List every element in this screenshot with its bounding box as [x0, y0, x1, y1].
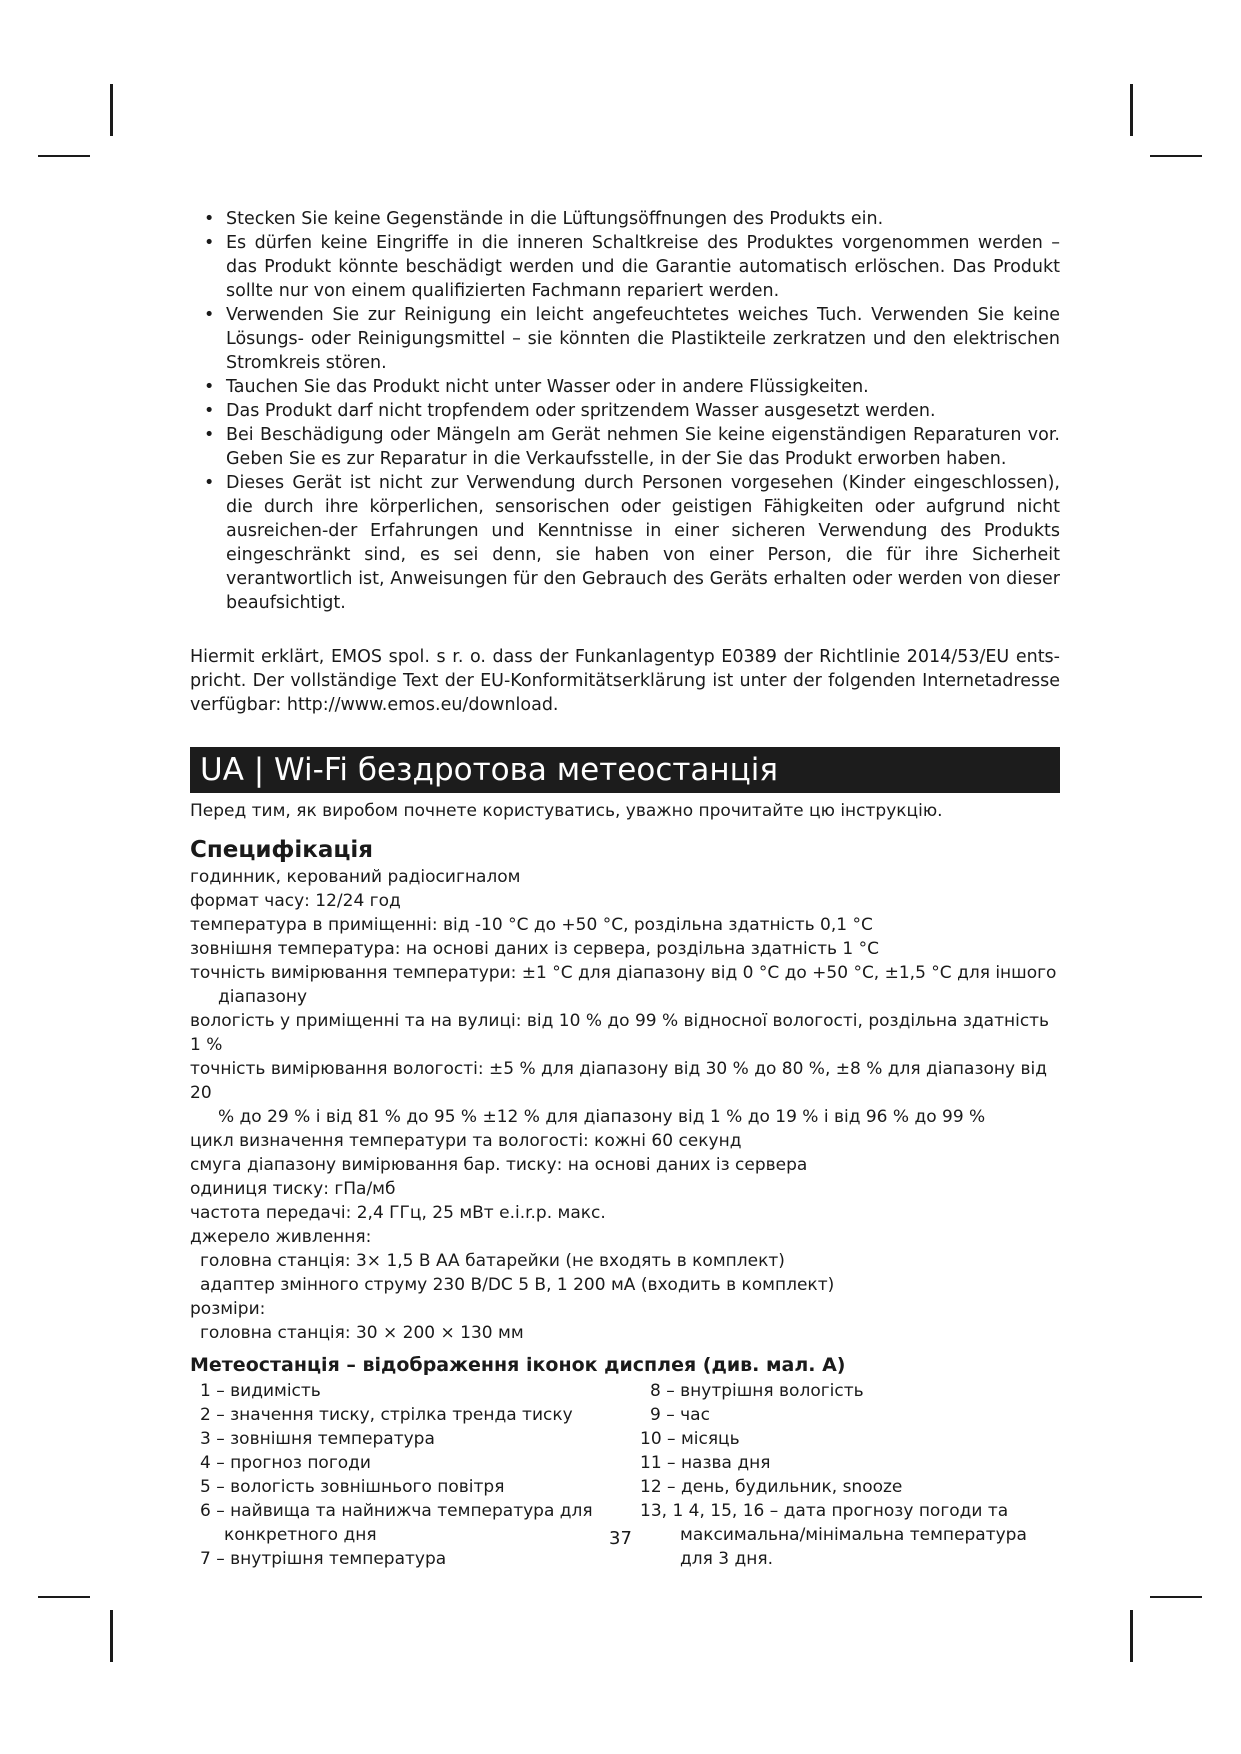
- icon-legend-item: [640, 1403, 1027, 1427]
- icon-legend-item: [640, 1451, 1027, 1475]
- icon-legend-item: [200, 1403, 640, 1427]
- icon-legend-text: 2 – значення тиску, стрілка тренда тиску: [200, 1405, 573, 1425]
- icon-legend-text: 7 – внутрішня температура: [200, 1549, 447, 1569]
- spec-line: цикл визначення температури та вологості: кожні 60 секунд: [190, 1131, 742, 1151]
- spec-line: розміри:: [190, 1299, 266, 1319]
- crop-mark: [110, 1610, 113, 1662]
- icon-legend-text: 1 – видимість: [200, 1381, 321, 1401]
- icon-legend-item: [200, 1547, 640, 1571]
- icon-legend-text: 6 – найвища та найнижча температура для: [200, 1501, 593, 1521]
- icon-legend-text: для 3 дня.: [680, 1549, 773, 1569]
- icon-legend-item: [200, 1475, 640, 1499]
- icon-legend-text: 9 – час: [650, 1405, 710, 1425]
- spec-line: одиниця тиску: гПа/мб: [190, 1179, 396, 1199]
- icon-legend-text: 12 – день, будильник, snooze: [640, 1477, 903, 1497]
- section-header-ua: UA | Wi-Fi бездротова метеостанція: [190, 747, 1060, 793]
- bullet-item: • Bei Beschädigung oder Mängeln am Gerät nehmen Sie keine eigenständigen Reparaturen vor. Geben Sie es zur Reparatur in die Verkaufsstelle, in der Sie das Produkt erworben haben.: [190, 423, 1060, 471]
- spec-line: зовнішня температура: на основі даних із сервера, роздільна здатність 1 °C: [190, 939, 880, 959]
- icon-legend-item: [200, 1379, 640, 1403]
- icon-legend-text: 5 – вологість зовнішнього повітря: [200, 1477, 505, 1497]
- intro-text: Перед тим, як виробом почнете користуватись, уважно прочитайте цю інструкцію.: [190, 801, 943, 821]
- spec-line: діапазону: [218, 987, 308, 1007]
- page-number: 37: [609, 1528, 632, 1549]
- crop-mark: [38, 155, 90, 157]
- bullet-item: • Stecken Sie keine Gegenstände in die Lüftungsöffnungen des Produkts ein.: [190, 207, 1060, 231]
- display-icons-title: Метеостанція – відображення іконок дисплея (див. мал. A): [190, 1354, 846, 1376]
- spec-line: формат часу: 12/24 год: [190, 891, 401, 911]
- spec-line: частота передачі: 2,4 ГГц, 25 мВт e.i.r.p. макс.: [190, 1203, 606, 1223]
- icon-legend-text: 8 – внутрішня вологість: [650, 1381, 864, 1401]
- bullet-item: • Verwenden Sie zur Reinigung ein leicht angefeuchtetes weiches Tuch. Verwenden Sie keine Lösungs- oder Reinigungsmittel – sie könnten die Plastikteile zerkratzen und den elektrischen Stromkreis stören.: [190, 303, 1060, 375]
- crop-mark: [1130, 1610, 1133, 1662]
- spec-line: адаптер змінного струму 230 В/DC 5 В, 1 200 мА (входить в комплект): [200, 1275, 835, 1295]
- icon-legend-text: 3 – зовнішня температура: [200, 1429, 435, 1449]
- bullet-item: • Dieses Gerät ist nicht zur Verwendung durch Personen vorgesehen (Kinder eingeschlossen), die durch ihre körperlichen, sensorischen oder geistigen Fähigkeiten oder aufgrund nicht ausreichen-der Erfahrungen und Kenntnisse in einer sicheren Verwendung des Produkts eingeschränkt sind, es sei denn, sie haben von einer Person, die für ihre Sicherheit verantwortlich ist, Anweisungen für den Gebrauch des Geräts erhalten oder werden von dieser beaufsichtigt.: [190, 471, 1060, 615]
- spec-title: Специфікація: [190, 837, 374, 863]
- icon-legend-item: [640, 1379, 1027, 1403]
- page-content: [190, 207, 1060, 1571]
- icon-legend-text: 10 – місяць: [640, 1429, 740, 1449]
- icon-legend-text: 11 – назва дня: [640, 1453, 771, 1473]
- spec-line: головна станція: 30 × 200 × 130 мм: [200, 1323, 524, 1343]
- crop-mark: [1150, 155, 1202, 157]
- crop-mark: [1150, 1596, 1202, 1598]
- spec-line: джерело живлення:: [190, 1227, 372, 1247]
- spec-line: смуга діапазону вимірювання бар. тиску: на основі даних із сервера: [190, 1155, 808, 1175]
- crop-mark: [38, 1596, 90, 1598]
- spec-line: головна станція: 3× 1,5 В AA батарейки (не входять в комплект): [200, 1251, 785, 1271]
- spec-list: [190, 865, 1060, 1345]
- crop-mark: [1130, 84, 1133, 136]
- bullet-item: • Es dürfen keine Eingriffe in die inneren Schaltkreise des Produktes vorgenommen werden – das Produkt könnte beschädigt werden und die Garantie automatisch erlöschen. Das Produkt sollte nur von einem qualifizierten Fachmann repariert werden.: [190, 231, 1060, 303]
- icon-legend-item: [640, 1475, 1027, 1499]
- bullet-item: • Tauchen Sie das Produkt nicht unter Wasser oder in andere Flüssigkeiten.: [190, 375, 1060, 399]
- icon-legend-text: 4 – прогноз погоди: [200, 1453, 371, 1473]
- conformity-declaration: Hiermit erklärt, EMOS spol. s r. o. dass der Funkanlagentyp E0389 der Richtlinie 2014/53/EU ents-pricht. Der vollständige Text der EU-Konformitätserklärung ist unter der folgenden Internetadresse verfügbar: http://www.emos.eu/download.: [190, 647, 1060, 715]
- bullet-item: • Das Produkt darf nicht tropfendem oder spritzendem Wasser ausgesetzt werden.: [190, 399, 1060, 423]
- safety-bullet-list: [190, 207, 1060, 615]
- spec-line: % до 29 % і від 81 % до 95 % ±12 % для діапазону від 1 % до 19 % і від 96 % до 99 %: [218, 1107, 986, 1127]
- spec-line: точність вимірювання вологості: ±5 % для діапазону від 30 % до 80 %, ±8 % для діапазону від 20: [190, 1059, 1047, 1103]
- icon-legend-item: [200, 1427, 640, 1451]
- spec-line: вологість у приміщенні та на вулиці: від 10 % до 99 % відносної вологості, роздільна здатність 1 %: [190, 1011, 1050, 1055]
- crop-mark: [110, 84, 113, 136]
- icon-legend-text: конкретного дня: [224, 1525, 377, 1545]
- icon-legend-item: [640, 1427, 1027, 1451]
- icon-legend-text: максимальна/мінімальна температура: [680, 1525, 1027, 1545]
- icon-legend-item: [200, 1451, 640, 1475]
- icon-legend-text: 13, 1 4, 15, 16 – дата прогнозу погоди та: [640, 1501, 1009, 1521]
- spec-line: температура в приміщенні: від -10 °C до +50 °C, роздільна здатність 0,1 °C: [190, 915, 873, 935]
- spec-line: годинник, керований радіосигналом: [190, 867, 521, 887]
- spec-line: точність вимірювання температури: ±1 °C для діапазону від 0 °C до +50 °C, ±1,5 °C для іншого: [190, 963, 1057, 983]
